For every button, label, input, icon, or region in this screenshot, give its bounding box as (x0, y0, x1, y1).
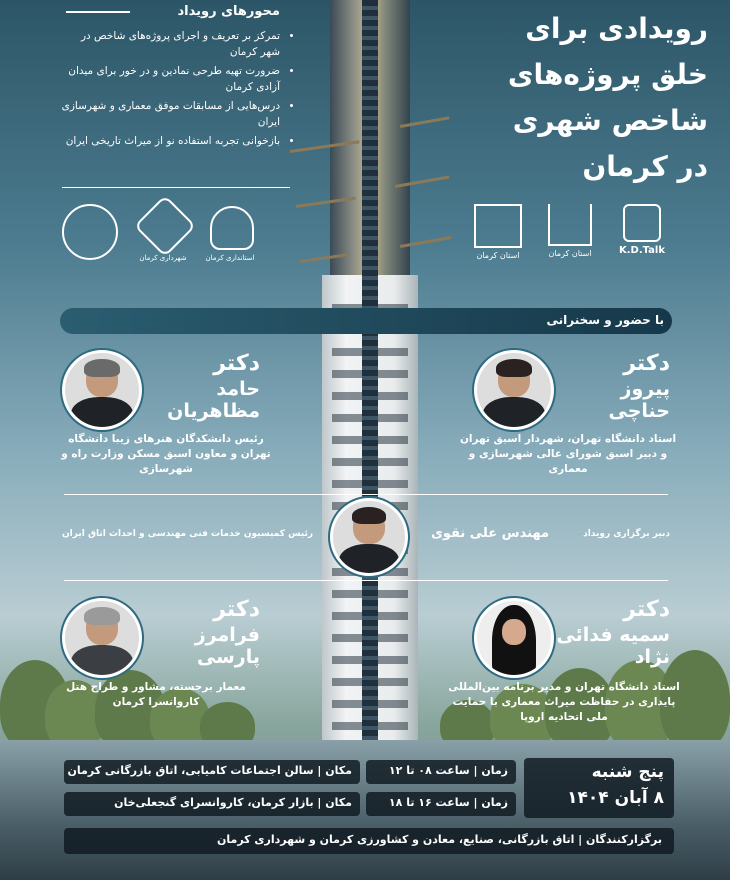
title-line: شاخص شهری (512, 104, 708, 137)
event-title (408, 6, 708, 190)
speakers-bar-label: با حضور و سخنرانی (546, 313, 664, 327)
place-1-box (64, 760, 360, 784)
speaker-5-title: دکتر (213, 597, 260, 622)
topics-list (60, 28, 296, 152)
event-date: ۸ آبان ۱۴۰۴ (567, 788, 664, 808)
place-2-box (64, 792, 360, 816)
time-2: زمان | ساعت ۱۶ تا ۱۸ (388, 796, 508, 809)
partner-2-icon (548, 204, 592, 246)
place-2: مکان | بازار کرمان، کاروانسرای گنجعلی‌خان (114, 796, 352, 809)
speaker-5-name: فرامرز پارسی (194, 624, 260, 668)
speaker-4-title: دکتر (623, 597, 670, 622)
speaker-4-photo (474, 598, 554, 678)
time-1-box (366, 760, 516, 784)
event-day: پنج شنبه (591, 762, 664, 782)
speaker-3-photo (330, 498, 408, 576)
governorate-logo-icon (210, 206, 254, 250)
topic-item: • درس‌هایی از مسابقات موفق معماری و شهرسازی ایران (60, 98, 280, 130)
speaker-5-photo (62, 598, 142, 678)
title-line: در کرمان (582, 150, 708, 183)
organizers-box (64, 828, 674, 854)
divider-bottom (64, 580, 668, 581)
municipality-caption: شهرداری کرمان (139, 254, 187, 262)
time-1: زمان | ساعت ۰۸ تا ۱۲ (388, 764, 508, 777)
speaker-2-title: دکتر (213, 351, 260, 376)
speaker-3-role-left: رئیس کمیسیون خدمات فنی مهندسی و احداث اتاق ایران (62, 529, 314, 539)
speaker-1-name: پیروز حناچی (608, 378, 670, 422)
speaker-3-name: مهندس علی نقوی (430, 526, 550, 541)
place-1: مکان | سالن اجتماعات کامیابی، اتاق بازرگانی کرمان (67, 764, 352, 777)
partner-logo-2 (542, 204, 598, 258)
speaker-2-name: حامد مظاهریان (167, 378, 260, 422)
topics-rule (66, 11, 130, 13)
partner-1-label: استان کرمان (476, 251, 520, 260)
tower-image (322, 0, 418, 740)
topic-item: • تمرکز بر تعریف و اجرای پروژه‌های شاخص در شهر کرمان (60, 28, 280, 60)
speaker-3-role-right: دبیر برگزاری رویداد (583, 529, 670, 539)
time-2-box (366, 792, 516, 816)
topics-title: محورهای رویداد (177, 4, 280, 19)
organizers: برگزارکنندگان | اتاق بازرگانی، صنایع، معادن و کشاورزی کرمان و شهرداری کرمان (217, 833, 662, 846)
partner-2-label: استان کرمان (548, 249, 592, 258)
title-line: رویدادی برای (525, 12, 708, 45)
topics-divider (62, 187, 290, 188)
topic-item: • ضرورت تهیه طرحی نمادین و در خور برای میدان آزادی کرمان (60, 63, 280, 95)
speaker-1-title: دکتر (623, 351, 670, 376)
title-line: خلق پروژه‌های (507, 58, 708, 91)
governorate-caption: استانداری کرمان (205, 254, 255, 262)
speaker-2-photo (62, 350, 142, 430)
speaker-2-desc: رئیس دانشکدگان هنرهای زیبا دانشگاه تهران و معاون اسبق مسکن وزارت راه و شهرسازی (61, 433, 271, 475)
kdtalk-icon (623, 204, 661, 242)
partner-1-icon (474, 204, 522, 248)
partner-logo-3 (612, 204, 672, 256)
chamber-logo-icon (62, 204, 118, 260)
speaker-5-desc: معمار برجسته، مشاور و طراح هتل کاروانسرا کرمان (66, 681, 246, 708)
speaker-4-name: سمیه فدائی نژاد (556, 624, 670, 668)
speaker-4-desc: استاد دانشگاه تهران و مدیر برنامه بین‌المللی پایداری در حفاظت میراث معماری با حمایت ملی اتحادیه اروپا (448, 681, 680, 723)
topic-item: • بازخوانی تجربه استفاده نو از میراث تاریخی ایران (60, 133, 280, 149)
speaker-1-photo (474, 350, 554, 430)
speaker-1-desc: استاد دانشگاه تهران، شهردار اسبق تهران و دبیر اسبق شورای عالی شهرسازی و معماری (459, 433, 677, 475)
date-box (524, 758, 674, 818)
partner-logo-1 (470, 204, 526, 260)
partner-3-label: K.D.Talk (618, 245, 665, 256)
divider-top (64, 494, 668, 495)
